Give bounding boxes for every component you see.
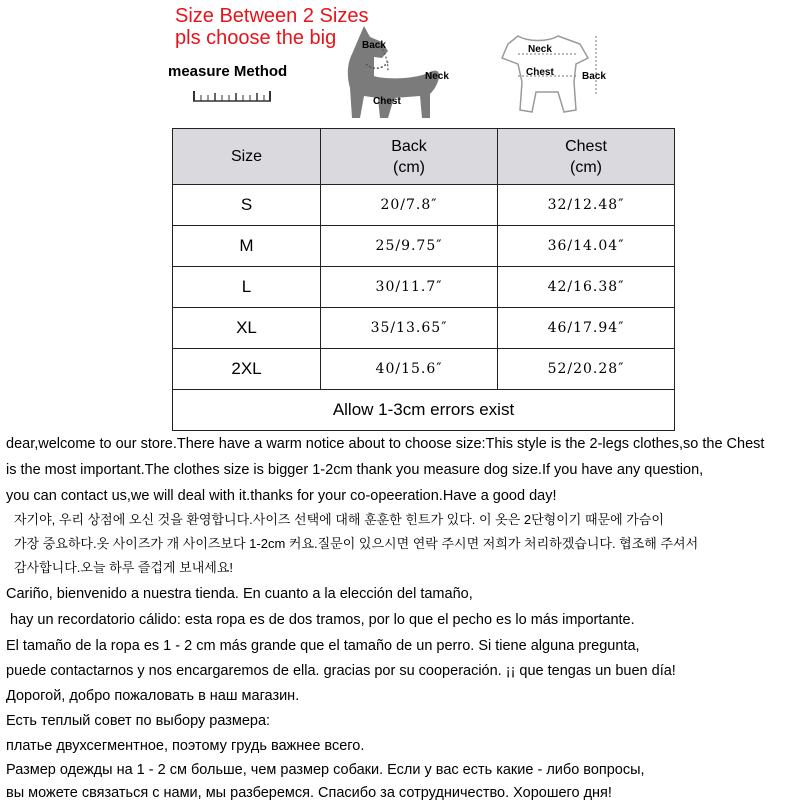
back-cell: 40/15.6″ xyxy=(321,349,498,390)
back-column-header: Back (cm) xyxy=(321,129,498,185)
tolerance-note: Allow 1-3cm errors exist xyxy=(173,390,675,431)
table-row xyxy=(173,226,675,267)
shirt-chest-label: Chest xyxy=(526,67,554,78)
notice-es-line: hay un recordatorio cálido: esta ropa es de dos tramos, por lo que el pecho es lo más importante. xyxy=(10,612,635,628)
notice-ko-line: 감사합니다.오늘 하루 즐겁게 보내세요! xyxy=(14,560,233,575)
size-cell: 2XL xyxy=(173,349,321,390)
table-row xyxy=(173,267,675,308)
size-chart-table xyxy=(172,128,675,431)
notice-ru-line: Есть теплый совет по выбору размера: xyxy=(6,713,271,729)
notice-ru-line: платье двухсегментное, поэтому грудь важнее всего. xyxy=(6,738,365,754)
back-cell: 20/7.8″ xyxy=(321,185,498,226)
dog-back-label: Back xyxy=(362,40,386,51)
chest-cell: 32/12.48″ xyxy=(498,185,675,226)
notice-ko-line: 가장 중요하다.옷 사이즈가 개 사이즈보다 1-2cm 커요.질문이 있으시면 연락 주시면 저희가 처리하겠습니다. 협조해 주셔서 xyxy=(14,536,699,551)
tape-measure-icon xyxy=(193,90,273,104)
back-cell: 30/11.7″ xyxy=(321,267,498,308)
dog-chest-label: Chest xyxy=(373,96,401,107)
back-cell: 25/9.75″ xyxy=(321,226,498,267)
shirt-back-label: Back xyxy=(582,71,606,82)
table-row xyxy=(173,185,675,226)
chest-cell: 46/17.94″ xyxy=(498,308,675,349)
notice-es-line: puede contactarnos y nos encargaremos de ella. gracias por su cooperación. ¡¡ que tengas un buen día! xyxy=(6,663,676,679)
notice-en-line: is the most important.The clothes size is bigger 1-2cm thank you measure dog size.If you have any question, xyxy=(6,462,704,478)
notice-en-line: dear,welcome to our store.There have a warm notice about to choose size:This style is the 2-legs clothes,so the Chest xyxy=(6,436,765,452)
table-row xyxy=(173,349,675,390)
table-footer-row xyxy=(173,390,675,431)
dog-silhouette-icon xyxy=(330,24,470,124)
notice-es-line: El tamaño de la ropa es 1 - 2 cm más grande que el tamaño de un perro. Si tiene alguna pregunta, xyxy=(6,638,640,654)
notice-ru-line: Дорогой, добро пожаловать в наш магазин. xyxy=(6,688,300,704)
back-cell: 35/13.65″ xyxy=(321,308,498,349)
size-cell: M xyxy=(173,226,321,267)
shirt-neck-label: Neck xyxy=(528,44,552,55)
notice-ko-line: 자기야, 우리 상점에 오신 것을 환영합니다.사이즈 선택에 대해 훈훈한 힌트가 있다. 이 옷은 2단형이기 때문에 가슴이 xyxy=(14,512,664,527)
size-column-header: Size xyxy=(173,129,321,185)
chest-cell: 36/14.04″ xyxy=(498,226,675,267)
notice-ru-line: вы можете связаться с нами, мы разберемся. Спасибо за сотрудничество. Хорошего дня! xyxy=(6,785,612,801)
notice-en-line: you can contact us,we will deal with it.thanks for your co-opeeration.Have a good day! xyxy=(6,488,557,504)
size-cell: L xyxy=(173,267,321,308)
dog-neck-label: Neck xyxy=(425,71,449,82)
notice-ru-line: Размер одежды на 1 - 2 см больше, чем размер собаки. Если у вас есть какие - либо вопросы, xyxy=(6,762,645,778)
chest-cell: 52/20.28″ xyxy=(498,349,675,390)
chest-cell: 42/16.38″ xyxy=(498,267,675,308)
table-row xyxy=(173,308,675,349)
size-notice-line2: pls choose the big xyxy=(175,27,337,49)
notice-es-line: Cariño, bienvenido a nuestra tienda. En cuanto a la elección del tamaño, xyxy=(6,586,473,602)
size-notice-line1: Size Between 2 Sizes xyxy=(175,5,369,27)
chest-column-header: Chest (cm) xyxy=(498,129,675,185)
size-cell: XL xyxy=(173,308,321,349)
table-header-row xyxy=(173,129,675,185)
measure-method-label: measure Method xyxy=(168,63,288,80)
size-cell: S xyxy=(173,185,321,226)
